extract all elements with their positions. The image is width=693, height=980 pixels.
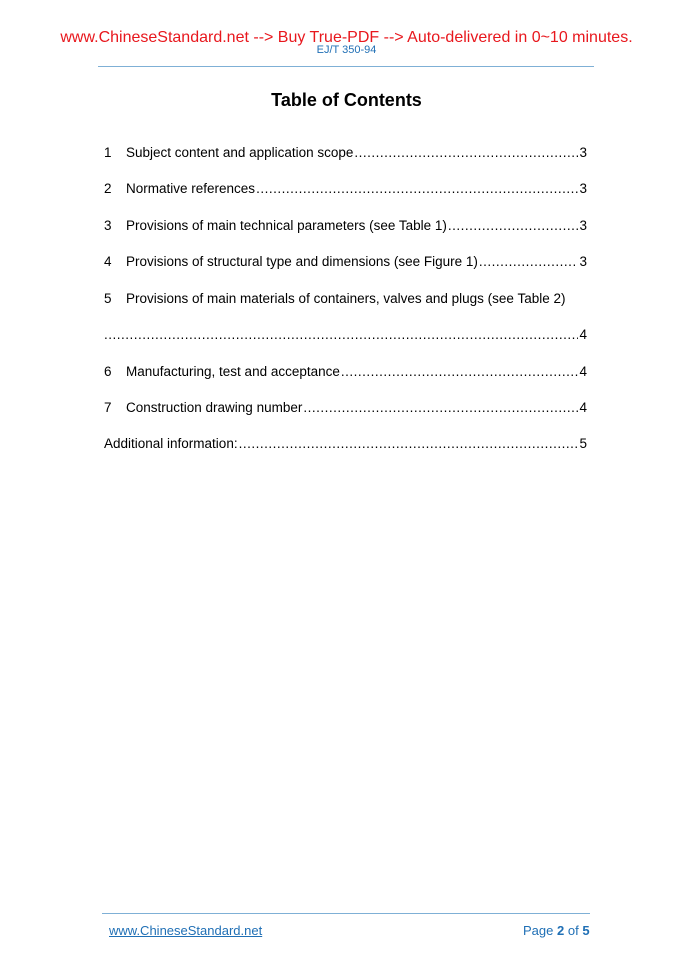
toc-entry-7[interactable] [104, 400, 587, 418]
page-indicator [523, 923, 590, 938]
toc-leader-dots [104, 327, 578, 342]
toc-entry-text: Provisions of main materials of containers, valves and plugs (see Table 2) [126, 291, 566, 306]
toc-leader-dots [354, 145, 578, 160]
toc-entry-page: 3 [579, 254, 587, 269]
toc-entry-text: Normative references [126, 181, 256, 196]
document-code: EJ/T 350-94 [316, 44, 377, 56]
toc-entry-number: 1 [104, 145, 112, 160]
toc-entry-number: 3 [104, 218, 112, 233]
toc-leader-dots [448, 218, 579, 233]
toc-entry-number: 4 [104, 254, 112, 269]
toc-entry-4[interactable] [104, 254, 587, 272]
toc-entry-text: Subject content and application scope [126, 145, 354, 160]
header-banner-link[interactable]: www.ChineseStandard.net --> Buy True-PDF --> Auto-delivered in 0~10 minutes. [60, 29, 633, 46]
total-pages-number: 5 [582, 923, 590, 938]
footer-divider [102, 913, 590, 914]
page-title: Table of Contents [271, 90, 422, 110]
toc-entry-2[interactable] [104, 181, 587, 199]
header-divider [98, 66, 594, 67]
toc-leader-dots [303, 400, 578, 415]
current-page-number: 2 [557, 923, 565, 938]
toc-entry-text: Manufacturing, test and acceptance [126, 364, 340, 379]
toc-entry-page: 5 [579, 436, 587, 451]
toc-entry-number: 6 [104, 364, 112, 379]
toc-entry-page: 4 [579, 327, 587, 342]
toc-entry-text: Additional information: [104, 436, 238, 451]
toc-entry-3[interactable] [104, 218, 587, 236]
toc-entry-number: 2 [104, 181, 112, 196]
toc-entry-number: 5 [104, 291, 112, 306]
toc-entry-text: Provisions of main technical parameters (see Table 1) [126, 218, 447, 233]
toc-entry-page: 4 [579, 400, 587, 415]
toc-entry-6[interactable] [104, 364, 587, 382]
toc-leader-dots [341, 364, 579, 379]
page-of-word: of [567, 923, 579, 938]
toc-leader-dots [479, 254, 579, 269]
toc-entry-text: Construction drawing number [126, 400, 303, 415]
toc-entry-1[interactable] [104, 145, 587, 163]
toc-entry-page: 4 [579, 364, 587, 379]
toc-entry-additional-information[interactable] [104, 436, 587, 454]
toc-entry-page: 3 [579, 218, 587, 233]
toc-entry-number: 7 [104, 400, 112, 415]
toc-leader-dots [239, 436, 579, 451]
toc-entry-page: 3 [579, 145, 587, 160]
page-word: Page [523, 923, 554, 938]
footer-website-link[interactable]: www.ChineseStandard.net [109, 923, 263, 938]
toc-leader-dots [256, 181, 578, 196]
toc-entry-text: Provisions of structural type and dimensions (see Figure 1) [126, 254, 478, 269]
toc-entry-page: 3 [579, 181, 587, 196]
